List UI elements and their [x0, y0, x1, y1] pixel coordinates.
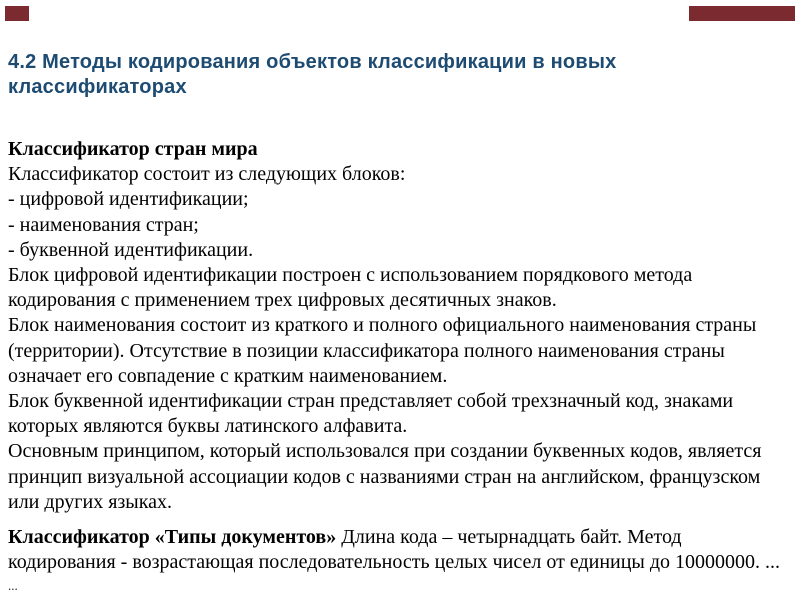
section1-heading: Классификатор стран мира — [8, 138, 258, 160]
text-line: (территории). Отсутствие в позиции классификатора полного наименования страны — [8, 339, 725, 362]
section-countries-classifier — [8, 137, 796, 515]
text-line: Основным принципом, который использовался при создании буквенных кодов, является — [8, 440, 762, 463]
trailing-ellipsis: ... — [8, 578, 18, 594]
text-line: кодирования с применением трех цифровых десятичных знаков. — [8, 289, 557, 312]
text-line — [8, 525, 796, 550]
text-line: Блок цифровой идентификации построен с использованием порядкового метода — [8, 264, 693, 287]
text-line: Блок буквенной идентификации стран представляет собой трехзначный код, знаками — [8, 390, 734, 413]
slide-body — [8, 137, 796, 593]
slide-title-line-1: 4.2 Методы кодирования объектов классификации в новых — [8, 51, 617, 73]
top-left-accent-bar — [5, 6, 29, 21]
section2-heading-continuation: Длина кода – четырнадцать байт. Метод — [336, 526, 682, 549]
section2-heading: Классификатор «Типы документов» — [8, 526, 337, 549]
text-line: или других языках. — [8, 490, 173, 513]
slide-title-line-2: классификаторах — [8, 76, 187, 98]
section-document-types-classifier — [8, 525, 796, 593]
text-line: - буквенной идентификации. — [8, 238, 254, 261]
text-line: принцип визуальной ассоциации кодов с названиями стран на английском, французском — [8, 465, 761, 488]
slide-title — [8, 50, 788, 100]
text-line: - цифровой идентификации; — [8, 188, 249, 211]
text-line: кодирования - возрастающая последовательность целых чисел от единицы до 10000000. ... — [8, 551, 781, 574]
text-line: - наименования стран; — [8, 213, 199, 236]
top-right-accent-bar — [689, 6, 795, 21]
text-line: Классификатор состоит из следующих блоков: — [8, 163, 406, 186]
text-line: которых являются буквы латинского алфавита. — [8, 415, 408, 438]
text-line: Блок наименования состоит из краткого и полного официального наименования страны — [8, 314, 757, 337]
text-line: означает его совпадение с кратким наименованием. — [8, 364, 448, 387]
